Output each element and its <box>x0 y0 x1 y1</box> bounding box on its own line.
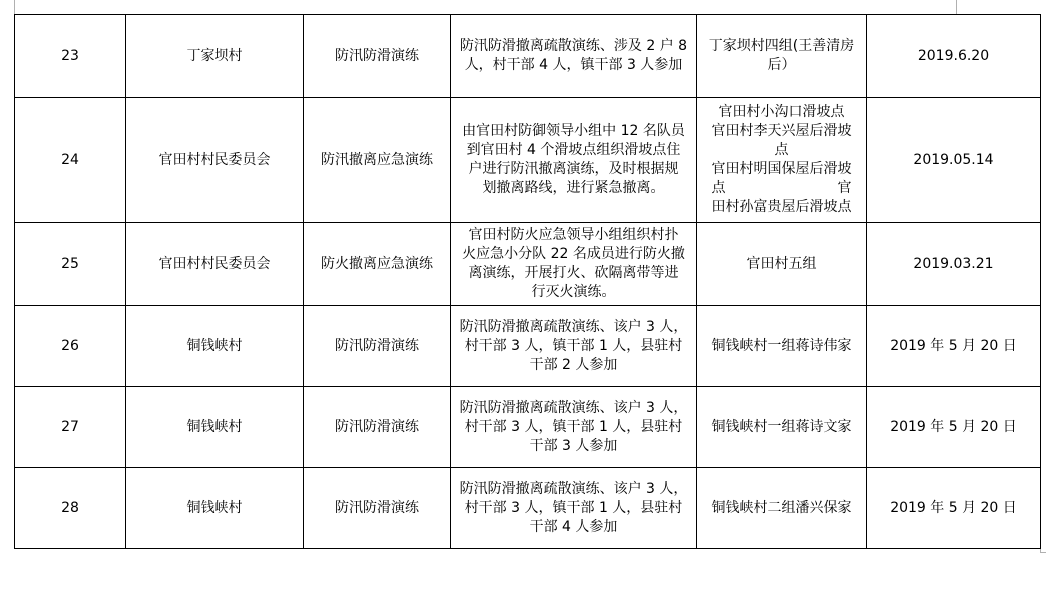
description-line: 到官田村 4 个滑坡点组织滑坡点住 <box>466 142 681 158</box>
table-row <box>15 468 1041 549</box>
unit-name: 丁家坝村 <box>126 15 304 98</box>
description-line: 防汛防滑撤离疏散演练、该户 3 人， <box>459 399 688 416</box>
drill-date: 2019 年 5 月 20 日 <box>867 306 1041 387</box>
description-line: 由官田村防御领导小组中 12 名队员 <box>462 123 685 139</box>
description-line: 火应急小分队 22 名成员进行防火撤 <box>462 246 685 262</box>
drill-description <box>451 468 697 549</box>
row-number: 28 <box>15 468 126 549</box>
location-line: 后） <box>767 57 796 73</box>
drill-date: 2019 年 5 月 20 日 <box>867 468 1041 549</box>
drill-description <box>451 98 697 223</box>
location-line: 官田村明国保屋后滑坡 <box>711 161 852 177</box>
drill-type: 防汛防滑演练 <box>304 468 451 549</box>
unit-name: 铜钱峡村 <box>126 306 304 387</box>
description-line: 干部 2 人参加 <box>529 356 618 373</box>
location-line: 点 官 <box>711 180 852 196</box>
description-line: 行灭火演练。 <box>531 284 616 300</box>
location-line: 丁家坝村四组(王善清房 <box>708 38 855 54</box>
table-row <box>15 15 1041 98</box>
description-line: 村干部 3 人，镇干部 1 人，县驻村 <box>464 418 683 435</box>
location-line: 官田村五组 <box>746 255 817 272</box>
drill-location <box>697 98 867 223</box>
drill-date: 2019.05.14 <box>867 98 1041 223</box>
drill-type: 防汛撤离应急演练 <box>304 98 451 223</box>
table-row <box>15 223 1041 306</box>
row-number: 26 <box>15 306 126 387</box>
drill-location <box>697 468 867 549</box>
description-line: 官田村防火应急领导小组组织村扑 <box>468 227 679 243</box>
location-line: 点 <box>774 142 789 158</box>
drill-description <box>451 15 697 98</box>
unit-name: 铜钱峡村 <box>126 387 304 468</box>
location-line: 官田村李天兴屋后滑坡 <box>711 123 852 139</box>
crop-mark-top-left <box>14 0 15 14</box>
drill-date: 2019 年 5 月 20 日 <box>867 387 1041 468</box>
crop-mark-top-right <box>956 0 957 14</box>
unit-name: 铜钱峡村 <box>126 468 304 549</box>
drill-location <box>697 387 867 468</box>
drill-type: 防汛防滑演练 <box>304 306 451 387</box>
unit-name: 官田村村民委员会 <box>126 223 304 306</box>
row-number: 27 <box>15 387 126 468</box>
description-line: 防汛防滑撤离疏散演练、涉及 2 户 8 <box>459 38 688 54</box>
drill-type: 防汛防滑演练 <box>304 15 451 98</box>
description-line: 村干部 3 人，镇干部 1 人，县驻村 <box>464 499 683 516</box>
description-line: 户进行防汛撤离演练，及时根据规 <box>468 161 679 177</box>
unit-name: 官田村村民委员会 <box>126 98 304 223</box>
location-line: 铜钱峡村一组蒋诗文家 <box>711 418 852 435</box>
description-line: 人，村干部 4 人，镇干部 3 人参加 <box>464 57 683 73</box>
location-line: 铜钱峡村二组潘兴保家 <box>711 499 852 516</box>
drill-type: 防火撤离应急演练 <box>304 223 451 306</box>
description-line: 干部 3 人参加 <box>529 437 618 454</box>
drill-location <box>697 15 867 98</box>
row-number: 25 <box>15 223 126 306</box>
crop-mark-bottom-right <box>1040 552 1046 553</box>
description-line: 划撤离路线，进行紧急撤离。 <box>482 180 665 196</box>
location-line: 官田村小沟口滑坡点 <box>718 104 845 120</box>
table-row <box>15 306 1041 387</box>
row-number: 23 <box>15 15 126 98</box>
drill-type: 防汛防滑演练 <box>304 387 451 468</box>
location-line: 铜钱峡村一组蒋诗伟家 <box>711 337 852 354</box>
description-line: 村干部 3 人，镇干部 1 人，县驻村 <box>464 337 683 354</box>
drill-description <box>451 387 697 468</box>
drill-description <box>451 306 697 387</box>
drill-description <box>451 223 697 306</box>
drill-location <box>697 223 867 306</box>
drill-date: 2019.6.20 <box>867 15 1041 98</box>
description-line: 离演练，开展打火、砍隔离带等进 <box>468 265 679 281</box>
location-line: 田村孙富贵屋后滑坡点 <box>711 199 852 215</box>
drill-records-table <box>14 14 1041 549</box>
description-line: 干部 4 人参加 <box>529 518 618 535</box>
row-number: 24 <box>15 98 126 223</box>
drill-location <box>697 306 867 387</box>
table-row <box>15 387 1041 468</box>
description-line: 防汛防滑撤离疏散演练、该户 3 人， <box>459 318 688 335</box>
drill-date: 2019.03.21 <box>867 223 1041 306</box>
description-line: 防汛防滑撤离疏散演练、该户 3 人， <box>459 480 688 497</box>
table-row <box>15 98 1041 223</box>
